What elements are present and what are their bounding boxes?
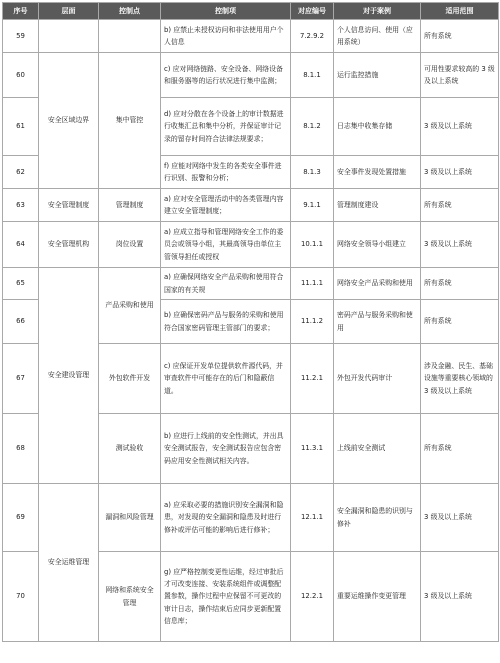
row-no: 65 [3,268,39,300]
table-row [3,268,499,300]
scope-cell: 所有系统 [421,300,499,344]
item-cell: d) 应对分散在各个设备上的审计数据进行收集汇总和集中分析，并保证审计记录的留存时间符合法律法规要求； [161,98,291,156]
code-cell: 7.2.9.2 [291,20,334,53]
scope-cell: 3 级及以上系统 [421,484,499,552]
row-no: 67 [3,344,39,414]
table-row [3,53,499,98]
case-cell: 安全漏洞和隐患的识别与修补 [334,484,421,552]
item-cell: c) 应对网络链路、安全设备、网络设备和服务器等的运行状况进行集中监测； [161,53,291,98]
row-no: 61 [3,98,39,156]
layer-cell: 安全管理机构 [39,222,99,268]
code-cell: 8.1.2 [291,98,334,156]
scope-cell: 3 级及以上系统 [421,222,499,268]
control-cell: 岗位设置 [99,222,161,268]
code-cell: 11.3.1 [291,414,334,484]
header-code: 对应编号 [291,3,334,20]
item-cell: a) 应采取必要的措施识别安全漏洞和隐患，对发现的安全漏洞和隐患及时进行修补或评估可能的影响后进行修补； [161,484,291,552]
header-row [3,3,499,20]
control-cell: 漏洞和风险管理 [99,484,161,552]
item-cell: a) 应成立指导和管理网络安全工作的委员会或领导小组，其最高领导由单位主管领导担任或授权 [161,222,291,268]
control-cell: 外包软件开发 [99,344,161,414]
scope-cell: 所有系统 [421,414,499,484]
control-cell: 产品采购和使用 [99,268,161,344]
item-cell: a) 应对安全管理活动中的各类管理内容建立安全管理制度； [161,189,291,222]
code-cell: 11.2.1 [291,344,334,414]
layer-cell: 安全区域边界 [39,53,99,189]
case-cell: 网络安全产品采购和使用 [334,268,421,300]
table-row [3,20,499,53]
header-case: 对于案例 [334,3,421,20]
case-cell: 运行监控措施 [334,53,421,98]
layer-cell: 安全建设管理 [39,268,99,484]
case-cell: 管理制度建设 [334,189,421,222]
case-cell: 密码产品与服务采购和使用 [334,300,421,344]
code-cell: 10.1.1 [291,222,334,268]
code-cell: 11.1.1 [291,268,334,300]
scope-cell: 3 级及以上系统 [421,156,499,189]
item-cell: b) 应确保密码产品与服务的采购和使用符合国家密码管理主管部门的要求； [161,300,291,344]
case-cell: 外包开发代码审计 [334,344,421,414]
layer-cell: 安全运维管理 [39,484,99,642]
row-no: 70 [3,552,39,642]
case-cell: 日志集中收集存储 [334,98,421,156]
header-item: 控制项 [161,3,291,20]
header-no: 序号 [3,3,39,20]
scope-cell: 可用性要求较高的 3 级及以上系统 [421,53,499,98]
case-cell: 网络安全领导小组建立 [334,222,421,268]
table-row [3,189,499,222]
document-page [0,2,500,663]
code-cell: 9.1.1 [291,189,334,222]
control-cell [99,20,161,53]
scope-cell: 所有系统 [421,268,499,300]
row-no: 68 [3,414,39,484]
case-cell: 个人信息访问、使用（应用系统） [334,20,421,53]
header-control: 控制点 [99,3,161,20]
code-cell: 8.1.3 [291,156,334,189]
case-cell: 上线前安全测试 [334,414,421,484]
layer-cell [39,20,99,53]
row-no: 63 [3,189,39,222]
item-cell: c) 应保证开发单位提供软件源代码，并审查软件中可能存在的后门和隐蔽信道。 [161,344,291,414]
row-no: 60 [3,53,39,98]
case-cell: 安全事件发现处置措施 [334,156,421,189]
scope-cell: 3 级及以上系统 [421,98,499,156]
control-cell: 测试验收 [99,414,161,484]
item-cell: f) 应能对网络中发生的各类安全事件进行识别、报警和分析； [161,156,291,189]
control-cell: 网络和系统安全管理 [99,552,161,642]
case-cell: 重要运维操作变更管理 [334,552,421,642]
code-cell: 12.1.1 [291,484,334,552]
requirements-table [2,2,499,642]
table-row [3,222,499,268]
row-no: 59 [3,20,39,53]
row-no: 66 [3,300,39,344]
scope-cell: 3 级及以上系统 [421,552,499,642]
item-cell: b) 应禁止未授权访问和非法使用用户个人信息 [161,20,291,53]
item-cell: b) 应进行上线前的安全性测试，并出具安全测试报告，安全测试报告应包含密码应用安全性测试相关内容。 [161,414,291,484]
header-layer: 层面 [39,3,99,20]
control-cell: 集中管控 [99,53,161,189]
item-cell: a) 应确保网络安全产品采购和使用符合国家的有关规 [161,268,291,300]
row-no: 64 [3,222,39,268]
layer-cell: 安全管理制度 [39,189,99,222]
scope-cell: 涉及金融、民生、基础设施等重要核心领域的 3 级及以上系统 [421,344,499,414]
header-scope: 适用范围 [421,3,499,20]
scope-cell: 所有系统 [421,189,499,222]
row-no: 62 [3,156,39,189]
row-no: 69 [3,484,39,552]
code-cell: 12.2.1 [291,552,334,642]
table-row [3,484,499,552]
code-cell: 11.1.2 [291,300,334,344]
scope-cell: 所有系统 [421,20,499,53]
code-cell: 8.1.1 [291,53,334,98]
item-cell: g) 应严格控制变更性运维，经过审批后才可改变连接、安装系统组件或调整配置参数，操作过程中应保留不可更改的审计日志，操作结束后应同步更新配置信息库； [161,552,291,642]
control-cell: 管理制度 [99,189,161,222]
